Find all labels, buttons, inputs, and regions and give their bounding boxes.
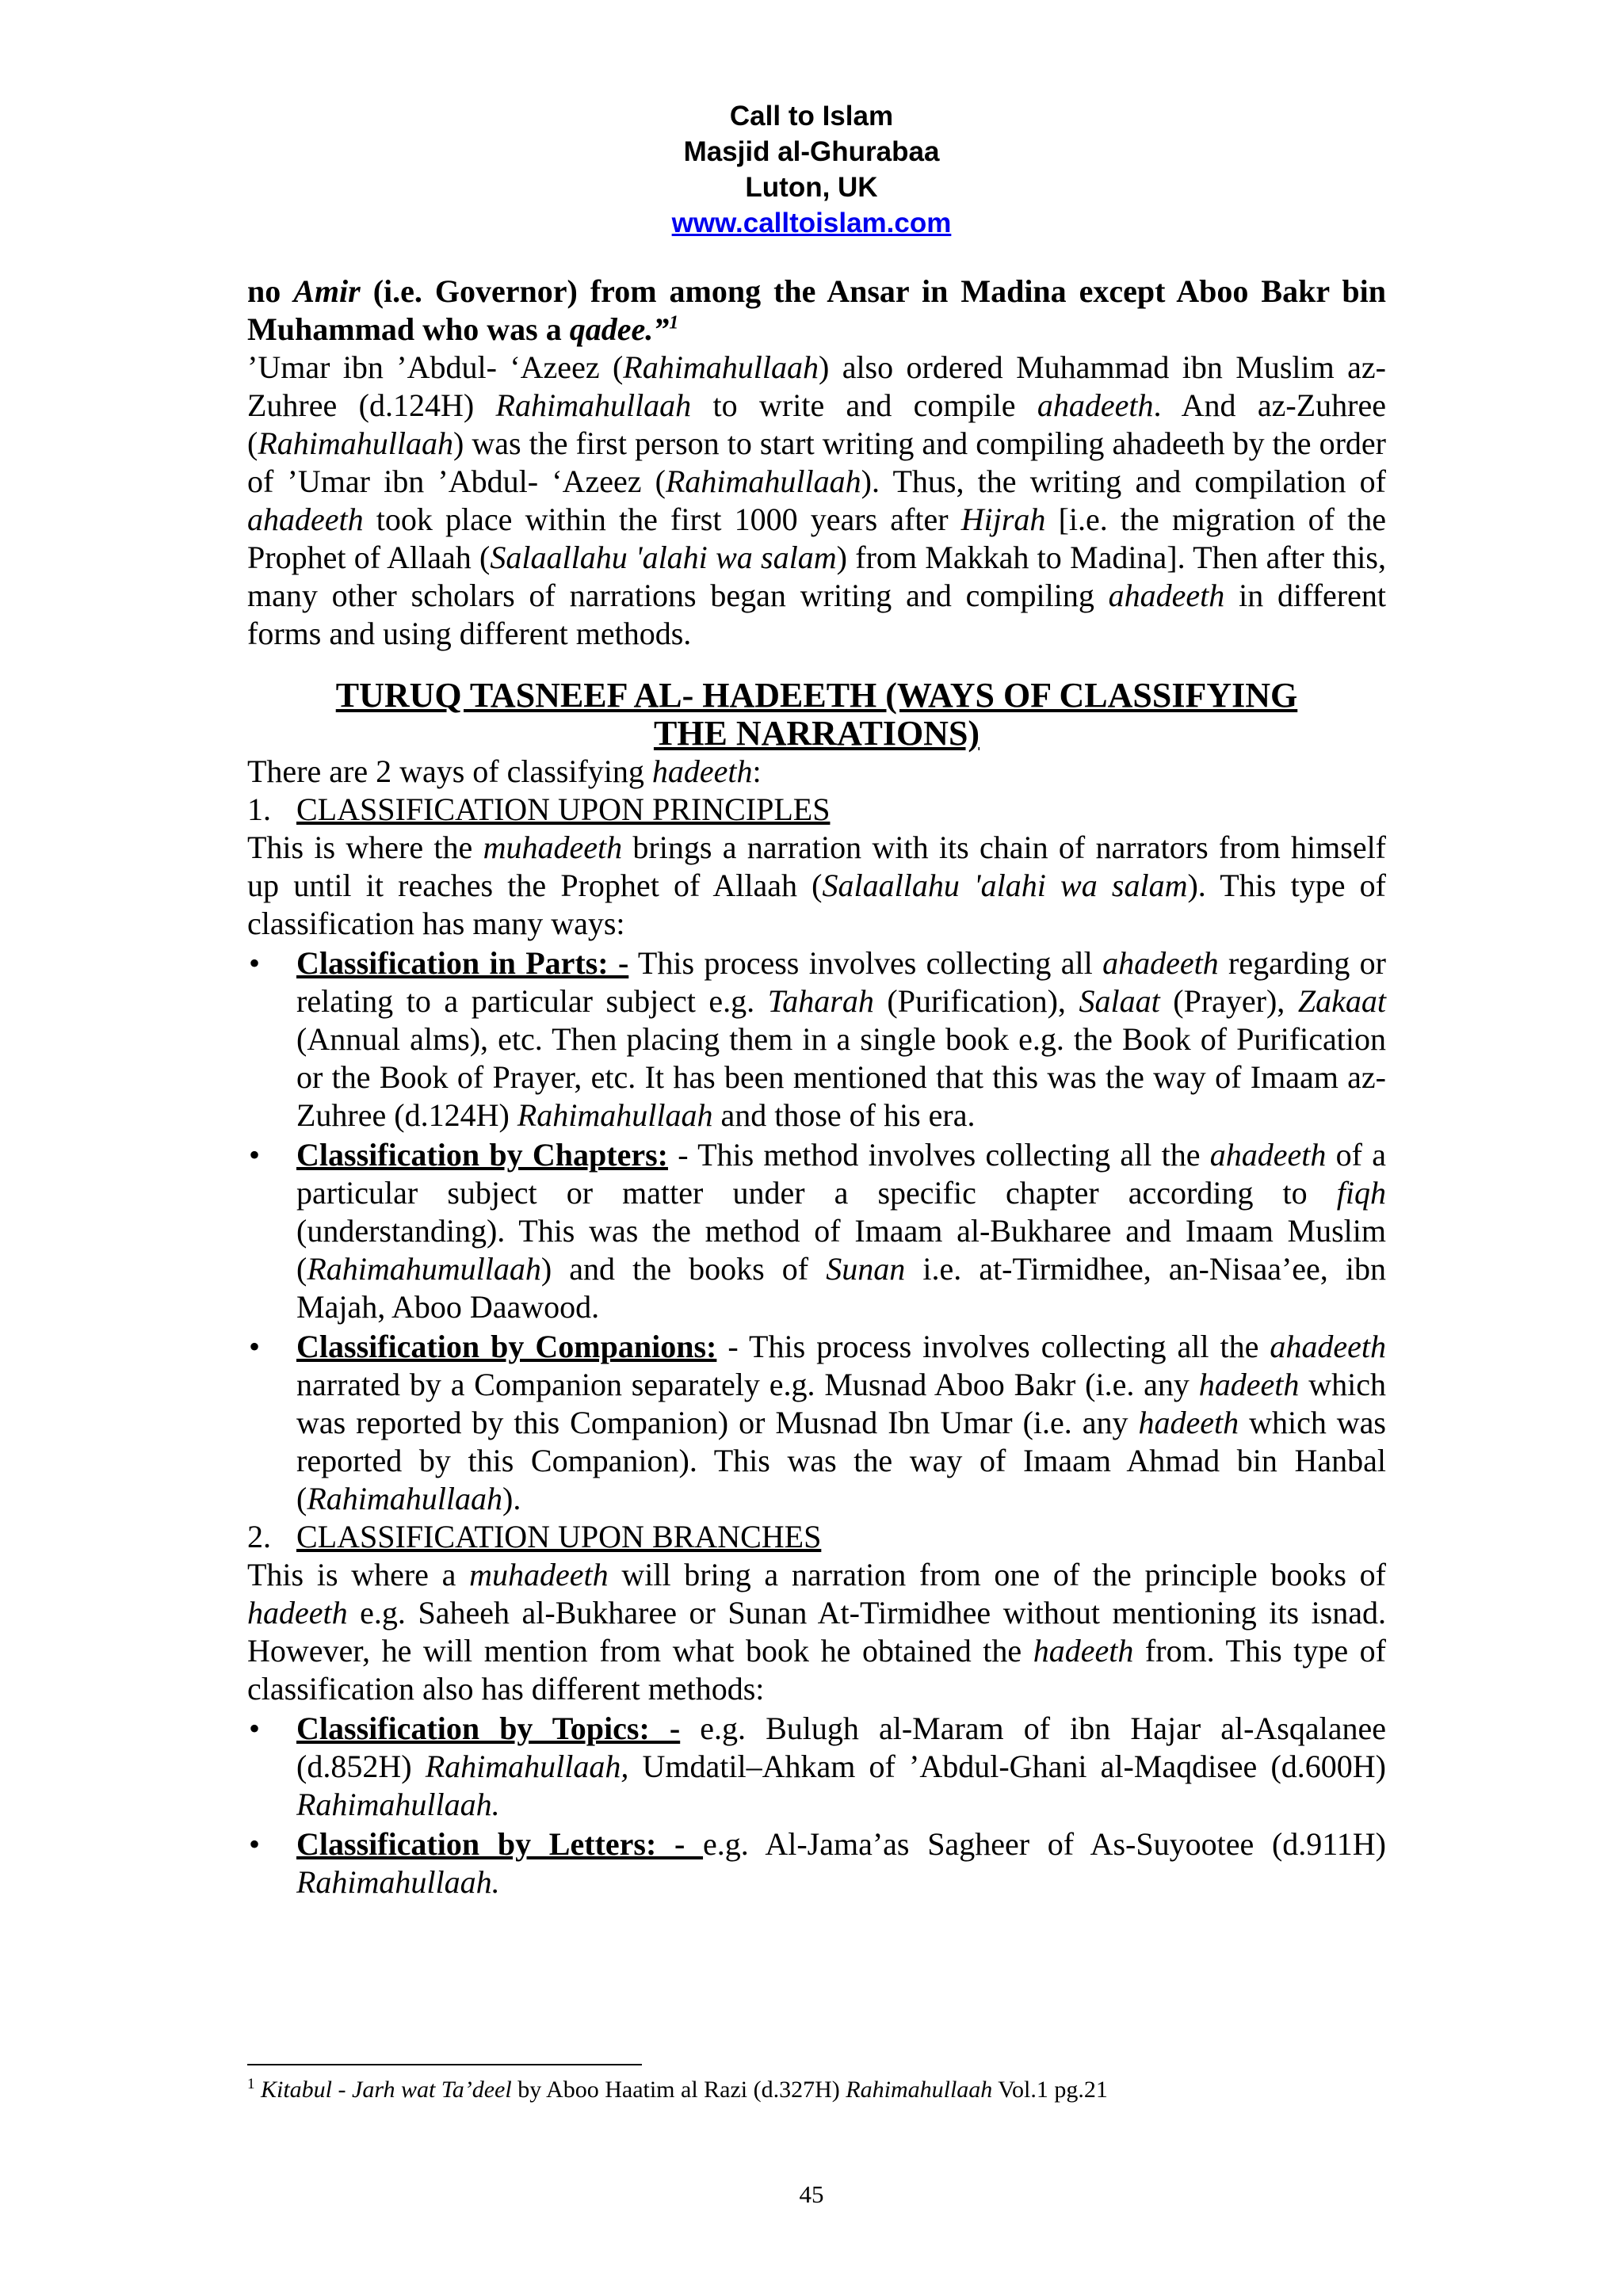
list-item: • Classification by Topics: - e.g. Bulugh al-Maram of ibn Hajar al-Asqalanee (d.852H) Rahimahullaah, Umdatil–Ahkam of ’Abdul-Ghani al-Maqdisee (d.600H) Rahimahullaah. (249, 1711, 1387, 1822)
main-text (247, 273, 1386, 1901)
list-item: • Classification by Companions: - This process involves collecting all the ahadeeth narrated by a Companion separately e.g. Musnad Aboo Bakr (i.e. any hadeeth which was reported by this Companion) or Musnad Ibn Umar (i.e. any hadeeth which was reported by this Companion). This was the way of Imaam Ahmad bin Hanbal (Rahimahullaah). (249, 1329, 1387, 1516)
footnote-ref[interactable]: 1 (669, 312, 679, 334)
subsection-2-title: 2. CLASSIFICATION UPON BRANCHES (247, 1519, 822, 1554)
header-org: Call to Islam (729, 101, 894, 132)
header-masjid: Masjid al-Ghurabaa (683, 136, 940, 167)
list-item: • Classification by Letters: - e.g. Al-Jama’as Sagheer of As-Suyootee (d.911H) Rahimahullaah. (249, 1826, 1386, 1900)
bullet-icon: • (249, 1137, 261, 1173)
bullet-icon: • (249, 1711, 261, 1746)
header-location: Luton, UK (745, 172, 878, 203)
bullet-icon: • (249, 945, 261, 981)
section-heading: TURUQ TASNEEF AL- HADEETH (WAYS OF CLASSIFYING THE NARRATIONS) (335, 676, 1298, 753)
subsection-2-paragraph: This is where a muhadeeth will bring a narration from one of the principle books of hadeeth e.g. Saheeh al-Bukharee or Sunan At-Tirmidhee without mentioning its isnad. However, he will mention from what book he obtained the hadeeth from. This type of classification also has different methods: (247, 1557, 1386, 1707)
list-item: • Classification in Parts: - This process involves collecting all ahadeeth regarding or relating to a particular subject e.g. Taharah (Purification), Salaat (Prayer), Zakaat (Annual alms), etc. Then placing them in a single book e.g. the Book of Purification or the Book of Prayer, etc. It has been mentioned that this was the way of Imaam az-Zuhree (d.124H) Rahimahullaah and those of his era. (249, 945, 1386, 1133)
list-item: • Classification by Chapters: - This method involves collecting all the ahadeeth of a particular subject or matter under a specific chapter according to fiqh (understanding). This was the method of Imaam al-Bukharee and Imaam Muslim (Rahimahumullaah) and the books of Sunan i.e. at-Tirmidhee, an-Nisaa’ee, ibn Majah, Aboo Daawood. (249, 1137, 1387, 1325)
principles-list (247, 944, 1386, 1518)
subsection-1-title: 1. CLASSIFICATION UPON PRINCIPLES (247, 791, 831, 827)
page-number: 45 (799, 2180, 824, 2208)
footnote-divider (247, 2064, 642, 2065)
intro-paragraph: ’Umar ibn ’Abdul- ‘Azeez (Rahimahullaah) also ordered Muhammad ibn Muslim az-Zuhree (d.124H) Rahimahullaah to write and compile ahadeeth. And az-Zuhree (Rahimahullaah) was the first person to start writing and compiling ahadeeth by the order of ’Umar ibn ’Abdul- ‘Azeez (Rahimahullaah). Thus, the writing and compilation of ahadeeth took place within the first 1000 years after Hijrah [i.e. the migration of the Prophet of Allaah (Salaallahu 'alahi wa salam) from Makkah to Madina]. Then after this, many other scholars of narrations began writing and compiling ahadeeth in different forms and using different methods. (247, 349, 1387, 651)
branches-list (247, 1710, 1386, 1901)
header-website-link[interactable]: www.calltoislam.com (671, 208, 952, 238)
bullet-icon: • (249, 1329, 261, 1364)
bullet-icon: • (249, 1826, 261, 1862)
footnote-number: 1 (247, 2076, 255, 2092)
subsection-1-paragraph: This is where the muhadeeth brings a narration with its chain of narrators from himself up until it reaches the Prophet of Allaah (Salaallahu 'alahi wa salam). This type of classification has many ways: (247, 830, 1387, 941)
ways-intro: There are 2 ways of classifying hadeeth: (247, 753, 762, 789)
quote-continuation: no Amir (i.e. Governor) from among the Ansar in Madina except Aboo Bakr bin Muhammad who was a qadee.”$^1$ (247, 273, 1386, 347)
footnote: $^1$ Kitabul - Jarh wat Ta’deel by Aboo Haatim al Razi (d.327H) Rahimahullaah Vol.1 pg.21 (247, 2076, 1108, 2103)
page-header (0, 98, 1623, 241)
